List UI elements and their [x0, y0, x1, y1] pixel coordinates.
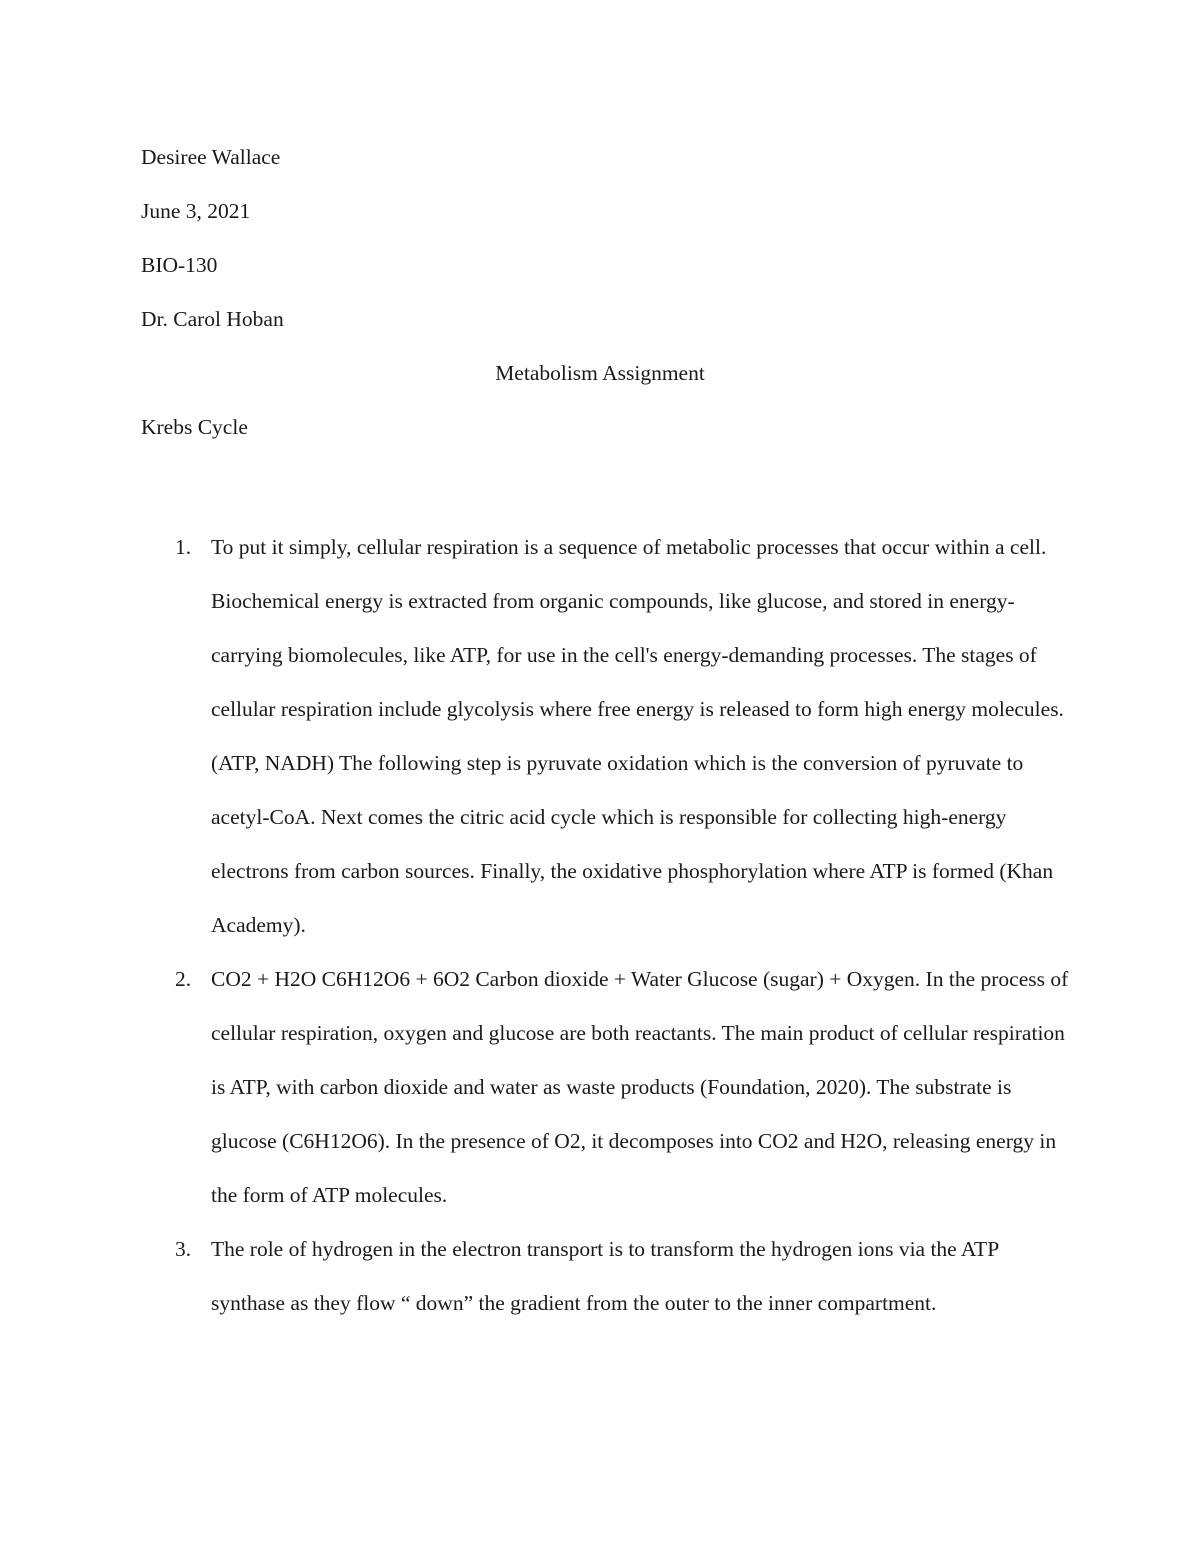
page-title: Metabolism Assignment [495, 361, 705, 385]
list-item [141, 952, 1071, 1222]
course-code: BIO-130 [141, 253, 218, 277]
list-item-text: CO2 + H2O C6H12O6 + 6O2 Carbon dioxide + Water Glucose (sugar) + Oxygen. In the process of cellular respiration, oxygen and glucose are both reactants. The main product of cellular respiration is ATP, with carbon dioxide and water as waste products (Foundation, 2020). The substrate is glucose (C6H12O6). In the presence of O2, it decomposes into CO2 and H2O, releasing energy in the form of ATP molecules. [211, 967, 1069, 1207]
section-heading: Krebs Cycle [141, 415, 248, 439]
list-item-text: The role of hydrogen in the electron transport is to transform the hydrogen ions via the ATP synthase as they flow “ down” the gradient from the outer to the inner compartment. [211, 1237, 999, 1315]
list-number: 1. [175, 535, 192, 559]
list-item [141, 520, 1071, 952]
instructor-name: Dr. Carol Hoban [141, 307, 284, 331]
list-item [141, 1222, 1071, 1330]
list-number: 3. [175, 1237, 192, 1261]
date: June 3, 2021 [141, 199, 251, 223]
numbered-list [141, 520, 1071, 1330]
list-item-text: To put it simply, cellular respiration is a sequence of metabolic processes that occur within a cell. Biochemical energy is extracted from organic compounds, like glucose, and stored in energy-carrying biomolecules, like ATP, for use in the cell's energy-demanding processes. The stages of cellular respiration include glycolysis where free energy is released to form high energy molecules. (ATP, NADH) The following step is pyruvate oxidation which is the conversion of pyruvate to acetyl-CoA. Next comes the citric acid cycle which is responsible for collecting high-energy electrons from carbon sources. Finally, the oxidative phosphorylation where ATP is formed (Khan Academy). [211, 535, 1064, 937]
list-number: 2. [175, 967, 192, 991]
author-name: Desiree Wallace [141, 145, 281, 169]
